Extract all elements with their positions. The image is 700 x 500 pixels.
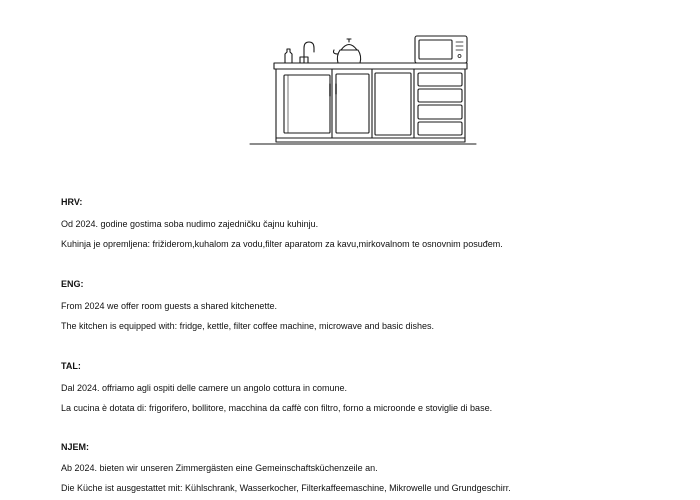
section-line: Ab 2024. bieten wir unseren Zimmergästen eine Gemeinschaftsküchenzeile an. bbox=[61, 463, 378, 473]
kitchenette-illustration bbox=[248, 30, 478, 148]
cabinet-door-center bbox=[336, 74, 369, 133]
section-heading: HRV: bbox=[61, 197, 83, 207]
countertop bbox=[274, 63, 467, 69]
section-line: From 2024 we offer room guests a shared kitchenette. bbox=[61, 301, 277, 311]
fridge-door bbox=[375, 73, 411, 135]
section-heading: TAL: bbox=[61, 361, 81, 371]
section-line: Kuhinja je opremljena: frižiderom,kuhalom za vodu,filter aparatom za kavu,mirkovalnom te osnovnim posuđem. bbox=[61, 239, 503, 249]
section-heading: NJEM: bbox=[61, 442, 90, 452]
bottle bbox=[285, 49, 292, 63]
section-line: La cucina è dotata di: frigorifero, bollitore, macchina da caffè con filtro, forno a microonde e stoviglie di base. bbox=[61, 403, 493, 413]
drawer-2 bbox=[418, 89, 462, 102]
faucet bbox=[304, 42, 314, 63]
drawer-1 bbox=[418, 73, 462, 86]
section-line: Die Küche ist ausgestattet mit: Kühlschrank, Wasserkocher, Filterkaffeemaschine, Mikrowelle und Grundgeschirr. bbox=[61, 483, 511, 493]
section-heading: ENG: bbox=[61, 279, 84, 289]
drawer-4 bbox=[418, 122, 462, 135]
section-line: Od 2024. godine gostima soba nudimo zajedničku čajnu kuhinju. bbox=[61, 219, 319, 229]
kettle bbox=[337, 50, 360, 63]
cabinet-body bbox=[276, 69, 465, 138]
section-line: The kitchen is equipped with: fridge, kettle, filter coffee machine, microwave and basic dishes. bbox=[61, 321, 435, 331]
cabinet-door-left bbox=[284, 75, 330, 133]
drawer-3 bbox=[418, 105, 462, 119]
section-line: Dal 2024. offriamo agli ospiti delle camere un angolo cottura in comune. bbox=[61, 383, 348, 393]
